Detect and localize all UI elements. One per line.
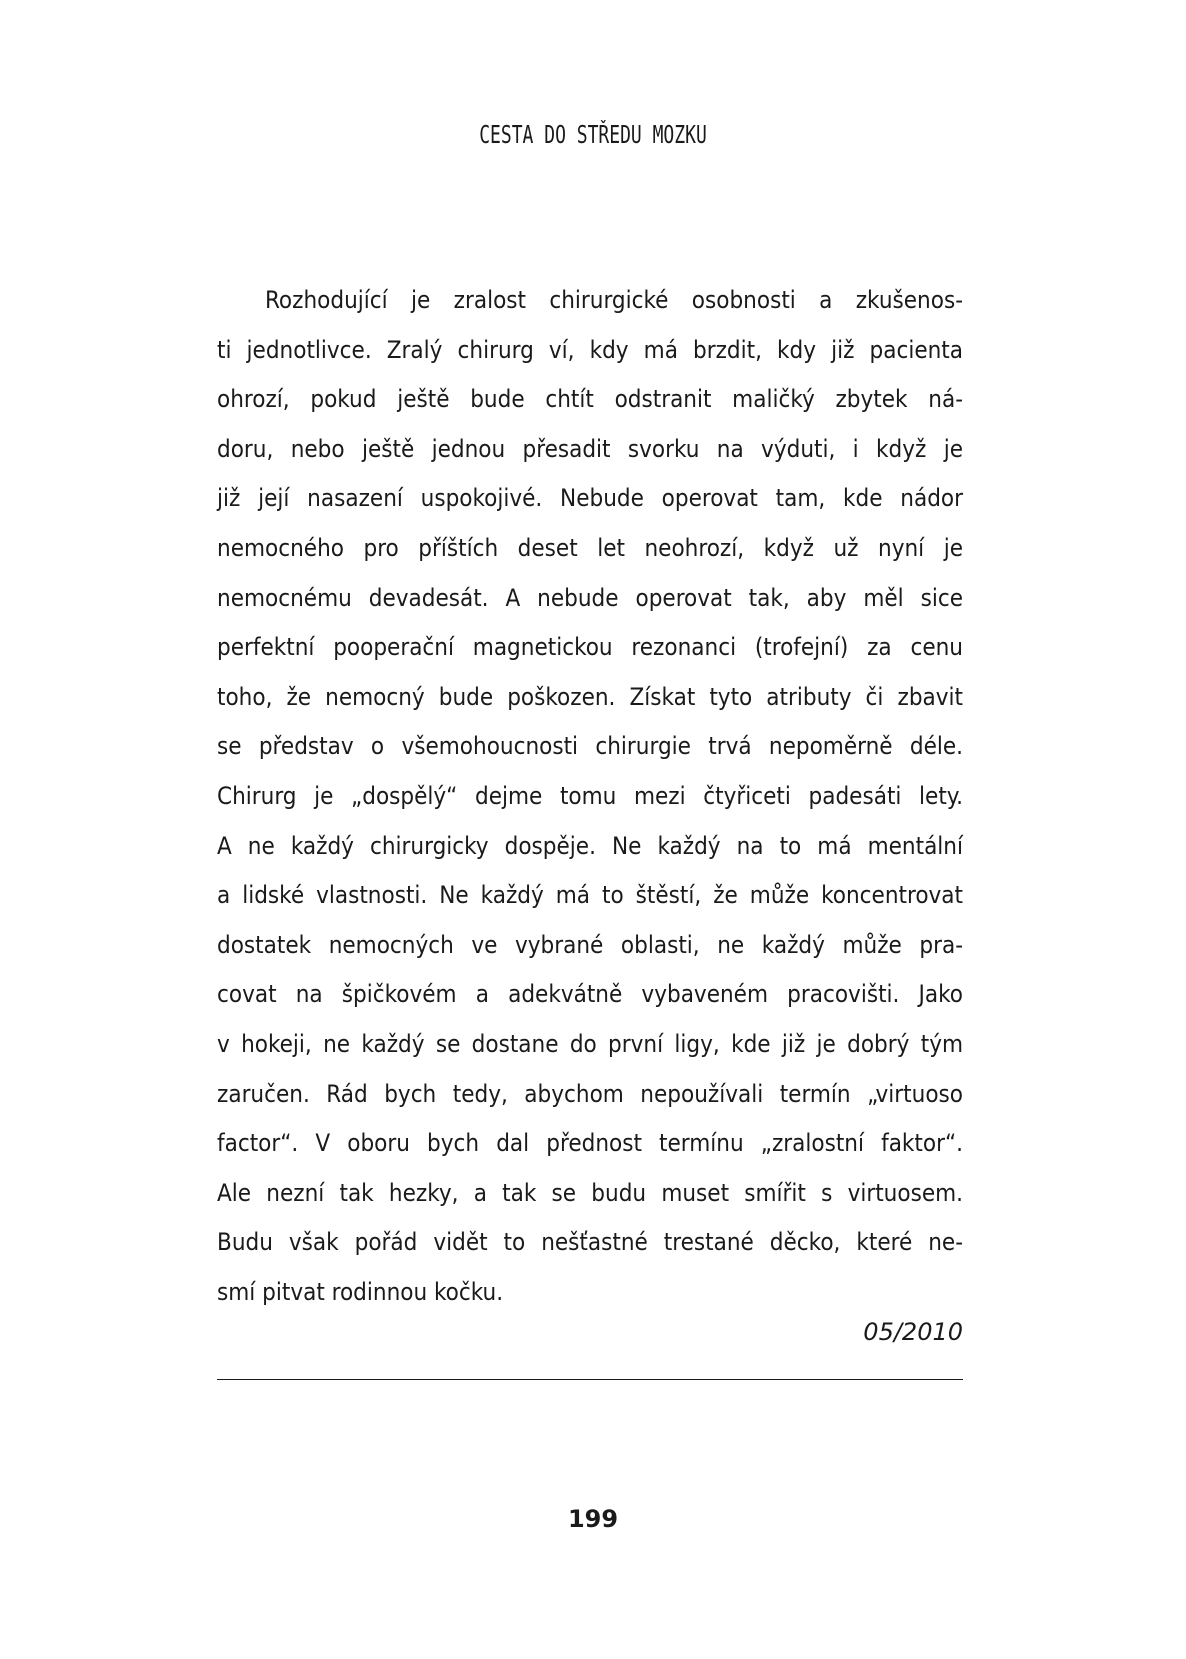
text-line: nemocnému devadesát. A nebude operovat tak, aby měl sice xyxy=(217,583,963,612)
section-divider xyxy=(217,1379,963,1380)
text-line: toho, že nemocný bude poškozen. Získat tyto atributy či zbavit xyxy=(217,682,963,711)
body-paragraph xyxy=(217,276,963,1317)
text-line: A ne každý chirurgicky dospěje. Ne každý na to má mentální xyxy=(217,831,963,860)
page-number: 199 xyxy=(567,1505,619,1533)
article-date: 05/2010 xyxy=(863,1318,963,1346)
text-line: smí pitvat rodinnou kočku. xyxy=(217,1277,504,1306)
text-line: covat na špičkovém a adekvátně vybaveném pracovišti. Jako xyxy=(217,980,963,1009)
text-line: factor“. V oboru bych dal přednost termínu „zralostní faktor“. xyxy=(217,1129,963,1158)
text-line: Budu však pořád vidět to nešťastné trestané děcko, které ne- xyxy=(217,1228,963,1257)
text-line: v hokeji, ne každý se dostane do první ligy, kde již je dobrý tým xyxy=(217,1029,963,1058)
text-line: perfektní pooperační magnetickou rezonanci (trofejní) za cenu xyxy=(217,633,963,662)
text-line: ohrozí, pokud ještě bude chtít odstranit maličký zbytek ná- xyxy=(217,385,963,414)
text-line: zaručen. Rád bych tedy, abychom nepoužívali termín „virtuoso xyxy=(217,1079,963,1108)
text-line: již její nasazení uspokojivé. Nebude operovat tam, kde nádor xyxy=(217,484,963,513)
text-line: Chirurg je „dospělý“ dejme tomu mezi čtyřiceti padesáti lety. xyxy=(217,781,963,810)
text-line: ti jednotlivce. Zralý chirurg ví, kdy má brzdit, kdy již pacienta xyxy=(217,335,963,364)
text-line: se představ o všemohoucnosti chirurgie trvá nepoměrně déle. xyxy=(217,732,963,761)
text-line: Ale nezní tak hezky, a tak se budu muset smířit s virtuosem. xyxy=(217,1178,963,1207)
text-line: dostatek nemocných ve vybrané oblasti, ne každý může pra- xyxy=(217,930,963,959)
text-line: doru, nebo ještě jednou přesadit svorku na výduti, i když je xyxy=(217,434,963,463)
text-line: a lidské vlastnosti. Ne každý má to štěstí, že může koncentrovat xyxy=(217,881,963,910)
text-line: Rozhodující je zralost chirurgické osobnosti a zkušenos- xyxy=(265,286,963,314)
running-head-title: CESTA DO STŘEDU MOZKU xyxy=(479,120,707,149)
text-line: nemocného pro příštích deset let neohrozí, když už nyní je xyxy=(217,533,963,562)
